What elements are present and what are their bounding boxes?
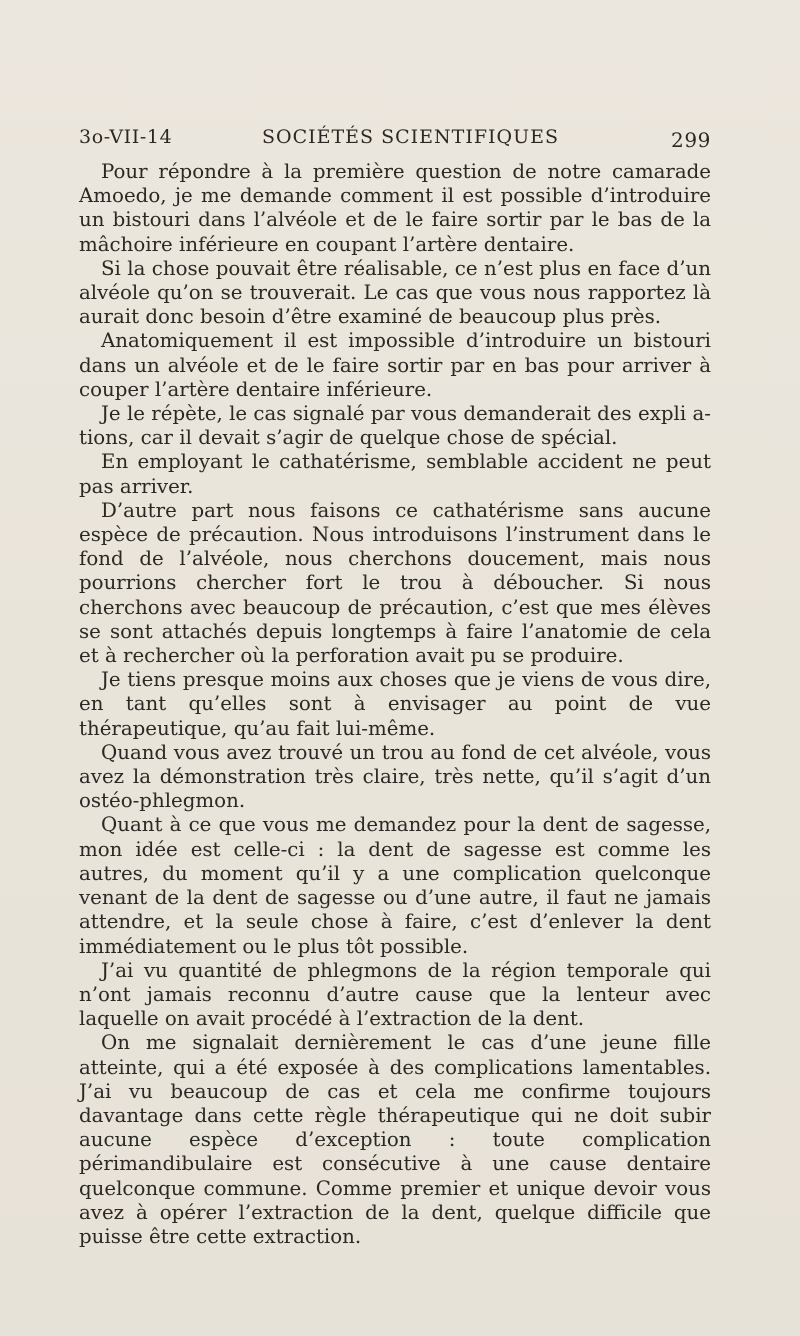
body-text	[79, 160, 711, 1249]
paragraph-7: Je tiens presque moins aux choses que je viens de vous dire, en tant qu’elles sont à envisager au point de vue thérapeutique, qu’au fait lui-même.	[79, 668, 711, 740]
paragraph-11: On me signalait dernièrement le cas d’une jeune fille atteinte, qui a été exposée à des complications lamentables. J’ai vu beaucoup de cas et cela me confirme toujours davantage dans cette règle thérapeutique qui ne doit subir aucune espèce d’exception : toute complication périmandibulaire est consécutive à une cause dentaire quelconque commune. Comme premier et unique devoir vous avez à opérer l’extraction de la dent, quelque difficile que puisse être cette extraction.	[79, 1031, 711, 1248]
header-date: 3o-VII-14	[79, 126, 173, 148]
running-header	[79, 126, 711, 156]
paragraph-3: Anatomiquement il est impossible d’introduire un bistouri dans un alvéole et de le faire sortir par en bas pour arriver à couper l’artère dentaire inférieure.	[79, 329, 711, 401]
paragraph-5: En employant le cathatérisme, semblable accident ne peut pas arriver.	[79, 450, 711, 498]
paragraph-2: Si la chose pouvait être réalisable, ce n’est plus en face d’un alvéole qu’on se trouverait. Le cas que vous nous rapportez là aurait donc besoin d’être examiné de beaucoup plus près.	[79, 256, 711, 329]
paragraph-10: J’ai vu quantité de phlegmons de la région temporale qui n’ont jamais reconnu d’autre cause que la lenteur avec laquelle on avait procédé à l’extraction de la dent.	[79, 958, 711, 1031]
paragraph-1: Pour répondre à la première question de notre camarade Amoedo, je me demande comment il est possible d’introduire un bistouri dans l’alvéole et de le faire sortir par le bas de la mâchoire inférieure en coupant l’artère dentaire.	[79, 160, 711, 256]
paragraph-8: Quand vous avez trouvé un trou au fond de cet alvéole, vous avez la démonstration très claire, très nette, qu’il s’agit d’un ostéo-phlegmon.	[79, 740, 711, 813]
paragraph-6: D’autre part nous faisons ce cathatérisme sans aucune espèce de précaution. Nous introduisons l’instrument dans le fond de l’alvéole, nous cherchons doucement, mais nous pourrions chercher fort le trou à déboucher. Si nous cherchons avec beaucoup de précaution, c’est que mes élèves se sont attachés depuis longtemps à faire l’anatomie de cela et à rechercher où la perforation avait pu se produire.	[79, 498, 711, 668]
header-title: SOCIÉTÉS SCIENTIFIQUES	[262, 126, 559, 148]
page-number: 299	[671, 128, 711, 152]
paragraph-4: Je le répète, le cas signalé par vous demanderait des expli a-tions, car il devait s’agir de quelque chose de spécial.	[79, 402, 711, 450]
paragraph-9: Quant à ce que vous me demandez pour la dent de sagesse, mon idée est celle-ci : la dent de sagesse est comme les autres, du moment qu’il y a une complication quelconque venant de la dent de sagesse ou d’une autre, il faut ne jamais attendre, et la seule chose à faire, c’est d’enlever la dent immédiatement ou le plus tôt possible.	[79, 813, 711, 958]
